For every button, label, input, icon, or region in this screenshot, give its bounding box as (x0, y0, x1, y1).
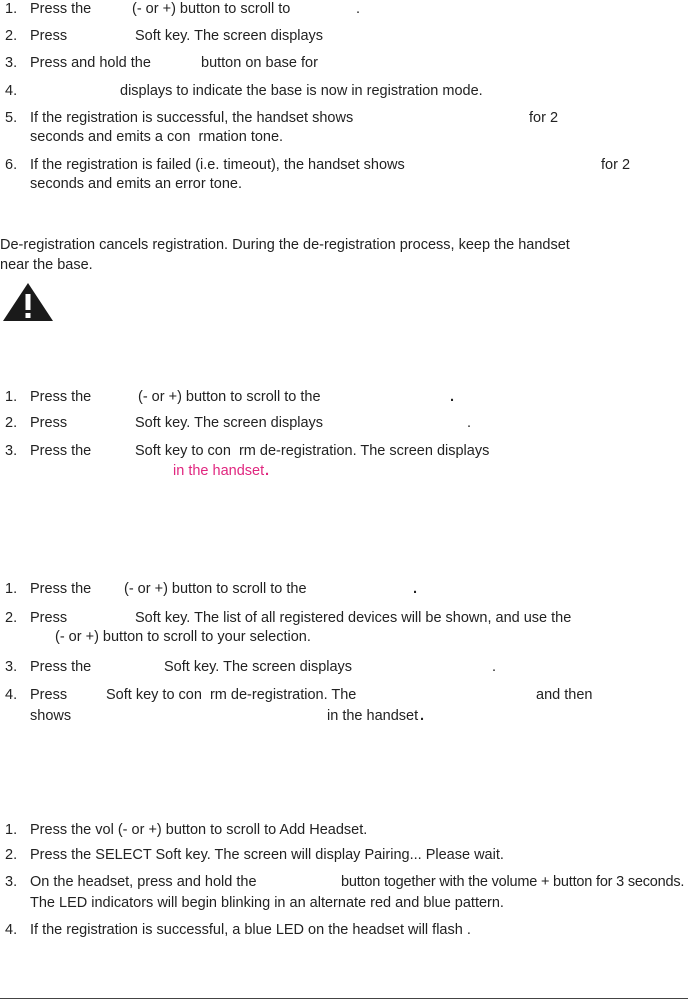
warning-icon (2, 282, 54, 322)
dereg-intro-line2: near the base. (0, 257, 93, 273)
step-number: 1. (5, 1, 18, 17)
footer-divider (0, 998, 688, 999)
dereg-intro-line1: De-registration cancels registration. During the de-registration process, keep the handset (0, 237, 570, 253)
